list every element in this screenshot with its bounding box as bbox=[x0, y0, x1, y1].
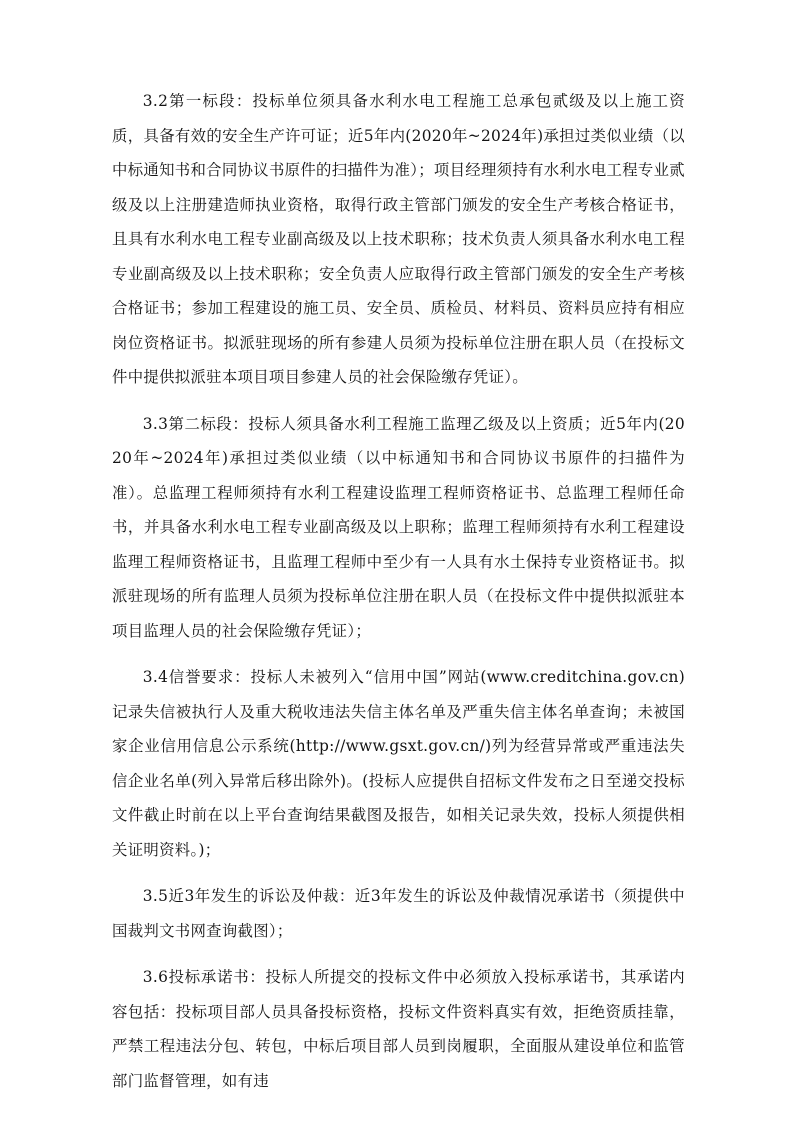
paragraph-section-3-5: 3.5近3年发生的诉讼及仲裁：近3年发生的诉讼及仲裁情况承诺书（须提供中国裁判文书网查询截图）； bbox=[112, 887, 685, 940]
paragraph-section-3-3: 3.3第二标段：投标人须具备水利工程施工监理乙级及以上资质；近5年内(2020年~2024年)承担过类似业绩（以中标通知书和合同协议书原件的扫描件为准）。总监理工程师须持有水利工程建设监理工程师资格证书、总监理工程师任命书，并具备水利水电工程专业副高级及以上职称；监理工程师须持有水利工程建设监理工程师资格证书，且监理工程师中至少有一人具有水土保持专业资格证书。拟派驻现场的所有监理人员须为投标单位注册在职人员（在投标文件中提供拟派驻本项目监理人员的社会保险缴存凭证）； bbox=[112, 414, 685, 640]
paragraph-section-3-2: 3.2第一标段：投标单位须具备水利水电工程施工总承包贰级及以上施工资质，具备有效的安全生产许可证；近5年内(2020年~2024年)承担过类似业绩（以中标通知书和合同协议书原件的扫描件为准）；项目经理须持有水利水电工程专业贰级及以上注册建造师执业资格，取得行政主管部门颁发的安全生产考核合格证书，且具有水利水电工程专业副高级及以上技术职称；技术负责人须具备水利水电工程专业副高级及以上技术职称；安全负责人应取得行政主管部门颁发的安全生产考核合格证书；参加工程建设的施工员、安全员、质检员、材料员、资料员应持有相应岗位资格证书。拟派驻现场的所有参建人员须为投标单位注册在职人员（在投标文件中提供拟派驻本项目项目参建人员的社会保险缴存凭证）。 bbox=[112, 92, 685, 386]
paragraph-section-3-4: 3.4信誉要求：投标人未被列入“信用中国”网站(www.creditchina.gov.cn)记录失信被执行人及重大税收违法失信主体名单及严重失信主体名单查询；未被国家企业信用信息公示系统(http://www.gsxt.gov.cn/)列为经营异常或严重违法失信企业名单(列入异常后移出除外)。(投标人应提供自招标文件发布之日至递交投标文件截止时前在以上平台查询结果截图及报告，如相关记录失效，投标人须提供相关证明资料。)； bbox=[112, 668, 685, 859]
paragraph-section-3-6: 3.6投标承诺书：投标人所提交的投标文件中必须放入投标承诺书，其承诺内容包括：投标项目部人员具备投标资格，投标文件资料真实有效，拒绝资质挂靠，严禁工程违法分包、转包，中标后项目部人员到岗履职，全面服从建设单位和监管部门监督管理，如有违 bbox=[112, 968, 685, 1090]
